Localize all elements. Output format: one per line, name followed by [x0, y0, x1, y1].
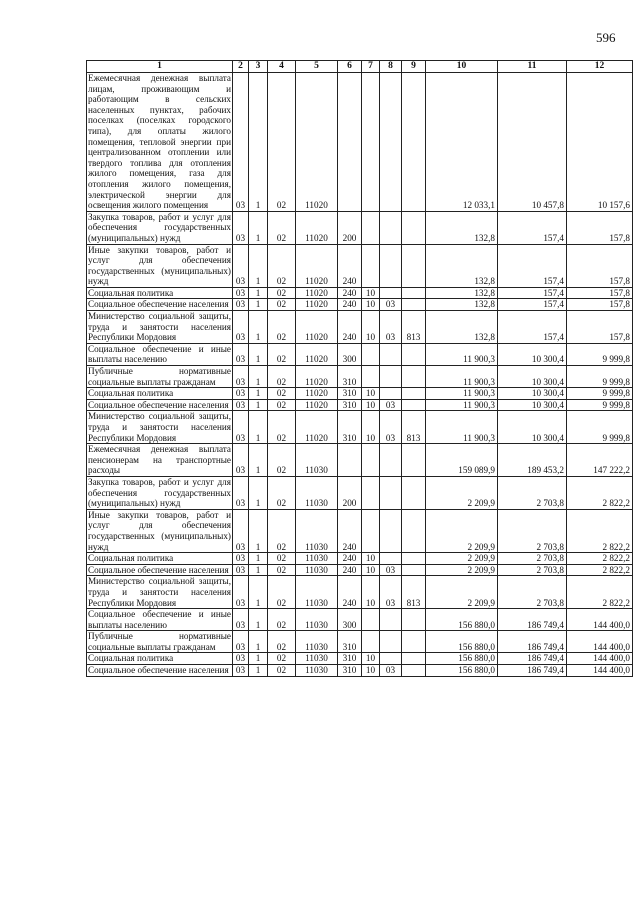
cell-section: [362, 444, 380, 477]
cell-amount-year1: 2 209,9: [426, 553, 498, 565]
cell-ministry: [402, 665, 426, 677]
cell-admin-code: 03: [233, 211, 249, 244]
table-row: [87, 576, 633, 609]
cell-expense-type: [338, 444, 362, 477]
cell-subprogram: 02: [268, 509, 296, 552]
cell-amount-year2: 10 300,4: [498, 366, 567, 388]
cell-item-name: Социальная политика: [87, 553, 233, 565]
cell-amount-year1: 11 900,3: [426, 399, 498, 411]
cell-subsection: [380, 553, 402, 565]
cell-amount-year1: 2 209,9: [426, 576, 498, 609]
cell-subsection: [380, 609, 402, 631]
cell-subprogram: 02: [268, 311, 296, 344]
cell-item-name: Социальная политика: [87, 287, 233, 299]
table-body: [87, 73, 633, 677]
cell-program: 1: [249, 311, 268, 344]
cell-subprogram: 02: [268, 411, 296, 444]
cell-amount-year1: 11 900,3: [426, 411, 498, 444]
cell-program: 1: [249, 366, 268, 388]
cell-expense-type: 240: [338, 244, 362, 287]
cell-program: 1: [249, 299, 268, 311]
cell-direction: 11020: [296, 343, 338, 365]
cell-ministry: 813: [402, 576, 426, 609]
cell-subsection: [380, 211, 402, 244]
cell-amount-year2: 157,4: [498, 244, 567, 287]
cell-subprogram: 02: [268, 631, 296, 653]
cell-amount-year2: 10 300,4: [498, 399, 567, 411]
column-header: 6: [338, 61, 362, 73]
cell-item-name: Закупка товаров, работ и услуг для обеспечения государственных (муниципальных) нужд: [88, 211, 231, 243]
cell-ministry: [402, 609, 426, 631]
cell-admin-code: 03: [233, 244, 249, 287]
cell-program: 1: [249, 665, 268, 677]
table-row: [87, 399, 633, 411]
cell-amount-year1: 2 209,9: [426, 564, 498, 576]
table-row: [87, 244, 633, 287]
cell-amount-year1: 156 880,0: [426, 665, 498, 677]
cell-direction: 11020: [296, 366, 338, 388]
cell-amount-year2: 10 457,8: [498, 73, 567, 212]
cell-admin-code: 03: [233, 366, 249, 388]
cell-item-name: Социальное обеспечение и иные выплаты населению: [88, 609, 231, 630]
cell-subprogram: 02: [268, 388, 296, 400]
cell-item-name: Публичные нормативные социальные выплаты гражданам: [88, 631, 231, 652]
budget-table: [86, 60, 633, 677]
cell-direction: 11020: [296, 399, 338, 411]
cell-expense-type: 300: [338, 609, 362, 631]
cell-amount-year1: 11 900,3: [426, 366, 498, 388]
cell-subsection: 03: [380, 311, 402, 344]
cell-item-name: Социальное обеспечение населения: [87, 564, 233, 576]
cell-subsection: [380, 244, 402, 287]
cell-amount-year3: 157,8: [567, 244, 633, 287]
cell-item-name: Социальное обеспечение и иные выплаты населению: [88, 343, 231, 365]
table-row: [87, 609, 633, 631]
cell-amount-year1: 159 089,9: [426, 444, 498, 477]
cell-amount-year2: 2 703,8: [498, 553, 567, 565]
cell-subsection: 03: [380, 564, 402, 576]
cell-amount-year3: 2 822,2: [567, 553, 633, 565]
cell-amount-year1: 132,8: [426, 299, 498, 311]
cell-direction: 11030: [296, 576, 338, 609]
cell-ministry: [402, 476, 426, 509]
cell-section: [362, 244, 380, 287]
cell-ministry: [402, 73, 426, 212]
cell-section: 10: [362, 388, 380, 400]
cell-ministry: [402, 211, 426, 244]
cell-amount-year2: 186 749,4: [498, 653, 567, 665]
cell-program: 1: [249, 343, 268, 365]
cell-expense-type: 200: [338, 476, 362, 509]
cell-amount-year2: 186 749,4: [498, 665, 567, 677]
cell-section: 10: [362, 665, 380, 677]
cell-subprogram: 02: [268, 399, 296, 411]
cell-amount-year3: 9 999,8: [567, 343, 633, 365]
cell-ministry: [402, 343, 426, 365]
cell-subprogram: 02: [268, 564, 296, 576]
table-row: [87, 665, 633, 677]
cell-amount-year2: 2 703,8: [498, 576, 567, 609]
cell-amount-year1: 2 209,9: [426, 476, 498, 509]
cell-direction: 11020: [296, 73, 338, 212]
cell-subsection: [380, 444, 402, 477]
table-row: [87, 343, 633, 365]
cell-program: 1: [249, 244, 268, 287]
cell-program: 1: [249, 576, 268, 609]
cell-admin-code: 03: [233, 553, 249, 565]
cell-section: [362, 509, 380, 552]
column-header: 11: [498, 61, 567, 73]
cell-direction: 11020: [296, 287, 338, 299]
cell-admin-code: 03: [233, 343, 249, 365]
cell-item-name: Иные закупки товаров, работ и услуг для обеспечения государственных (муниципальных) нужд: [88, 509, 231, 552]
cell-amount-year3: 9 999,8: [567, 366, 633, 388]
cell-admin-code: 03: [233, 609, 249, 631]
column-header: 12: [567, 61, 633, 73]
cell-amount-year2: 157,4: [498, 311, 567, 344]
cell-amount-year1: 2 209,9: [426, 509, 498, 552]
cell-direction: 11020: [296, 311, 338, 344]
cell-subprogram: 02: [268, 653, 296, 665]
column-header: 10: [426, 61, 498, 73]
cell-amount-year3: 157,8: [567, 211, 633, 244]
cell-subsection: [380, 366, 402, 388]
cell-amount-year1: 11 900,3: [426, 343, 498, 365]
cell-section: 10: [362, 311, 380, 344]
table-row: [87, 631, 633, 653]
cell-ministry: 813: [402, 411, 426, 444]
cell-expense-type: 310: [338, 653, 362, 665]
cell-amount-year1: 156 880,0: [426, 631, 498, 653]
cell-section: [362, 343, 380, 365]
cell-section: 10: [362, 553, 380, 565]
table-row: [87, 564, 633, 576]
cell-amount-year1: 132,8: [426, 244, 498, 287]
cell-amount-year3: 157,8: [567, 287, 633, 299]
cell-direction: 11020: [296, 299, 338, 311]
cell-subprogram: 02: [268, 343, 296, 365]
cell-direction: 11030: [296, 509, 338, 552]
cell-program: 1: [249, 609, 268, 631]
cell-subprogram: 02: [268, 609, 296, 631]
cell-item-name: Социальное обеспечение населения: [87, 399, 233, 411]
table-row: [87, 311, 633, 344]
cell-expense-type: 310: [338, 399, 362, 411]
table-row: [87, 509, 633, 552]
cell-ministry: [402, 366, 426, 388]
cell-subprogram: 02: [268, 553, 296, 565]
cell-direction: 11030: [296, 564, 338, 576]
cell-amount-year1: 156 880,0: [426, 653, 498, 665]
cell-item-name: Социальное обеспечение населения: [87, 299, 233, 311]
cell-amount-year3: 2 822,2: [567, 576, 633, 609]
cell-ministry: [402, 388, 426, 400]
cell-section: 10: [362, 576, 380, 609]
cell-amount-year2: 10 300,4: [498, 343, 567, 365]
cell-program: 1: [249, 653, 268, 665]
cell-amount-year3: 10 157,6: [567, 73, 633, 212]
cell-amount-year3: 2 822,2: [567, 476, 633, 509]
cell-amount-year2: 10 300,4: [498, 388, 567, 400]
cell-section: 10: [362, 299, 380, 311]
cell-amount-year2: 10 300,4: [498, 411, 567, 444]
cell-program: 1: [249, 509, 268, 552]
cell-section: 10: [362, 411, 380, 444]
cell-amount-year3: 144 400,0: [567, 609, 633, 631]
cell-direction: 11030: [296, 609, 338, 631]
cell-ministry: [402, 244, 426, 287]
cell-amount-year3: 2 822,2: [567, 509, 633, 552]
cell-direction: 11020: [296, 244, 338, 287]
cell-expense-type: 240: [338, 553, 362, 565]
cell-program: 1: [249, 631, 268, 653]
cell-item-name: Публичные нормативные социальные выплаты гражданам: [88, 366, 231, 387]
cell-admin-code: 03: [233, 476, 249, 509]
cell-program: 1: [249, 553, 268, 565]
cell-ministry: [402, 631, 426, 653]
cell-item-name: Министерство социальной защиты, труда и занятости населения Республики Мордовия: [88, 311, 231, 343]
cell-direction: 11030: [296, 444, 338, 477]
cell-section: 10: [362, 564, 380, 576]
cell-amount-year1: 132,8: [426, 311, 498, 344]
cell-subprogram: 02: [268, 665, 296, 677]
cell-admin-code: 03: [233, 576, 249, 609]
cell-subprogram: 02: [268, 576, 296, 609]
table-row: [87, 553, 633, 565]
cell-ministry: [402, 553, 426, 565]
cell-direction: 11030: [296, 476, 338, 509]
cell-direction: 11030: [296, 553, 338, 565]
cell-direction: 11020: [296, 411, 338, 444]
cell-section: [362, 366, 380, 388]
cell-amount-year1: 132,8: [426, 287, 498, 299]
cell-expense-type: 240: [338, 311, 362, 344]
cell-admin-code: 03: [233, 73, 249, 212]
cell-amount-year3: 144 400,0: [567, 653, 633, 665]
column-header: 1: [87, 61, 233, 73]
cell-item-name: Ежемесячная денежная выплата лицам, проживающим и работающим в сельских населенных пунктах, рабочих поселках (поселках городского типа), для оплаты жилого помещения, тепловой энергии при централизованном отоплении или твердого топлива для отопления жилого помещения, газа для отопления жилого помещения, электрической энергии для освещения жилого помещения: [88, 73, 231, 211]
column-header: 8: [380, 61, 402, 73]
cell-item-name: Ежемесячная денежная выплата пенсионерам на транспортные расходы: [88, 444, 231, 476]
table-row: [87, 366, 633, 388]
cell-admin-code: 03: [233, 631, 249, 653]
cell-subprogram: 02: [268, 366, 296, 388]
cell-expense-type: 310: [338, 665, 362, 677]
cell-amount-year1: 132,8: [426, 211, 498, 244]
cell-subsection: 03: [380, 299, 402, 311]
table-row: [87, 444, 633, 477]
cell-ministry: [402, 444, 426, 477]
cell-amount-year2: 157,4: [498, 211, 567, 244]
cell-item-name: Социальное обеспечение населения: [87, 665, 233, 677]
cell-program: 1: [249, 73, 268, 212]
cell-admin-code: 03: [233, 299, 249, 311]
cell-direction: 11030: [296, 665, 338, 677]
cell-expense-type: 310: [338, 411, 362, 444]
cell-expense-type: 200: [338, 211, 362, 244]
cell-subsection: 03: [380, 411, 402, 444]
cell-program: 1: [249, 411, 268, 444]
cell-amount-year3: 9 999,8: [567, 388, 633, 400]
cell-subsection: [380, 653, 402, 665]
cell-amount-year3: 9 999,8: [567, 411, 633, 444]
cell-subsection: [380, 476, 402, 509]
cell-program: 1: [249, 388, 268, 400]
cell-admin-code: 03: [233, 411, 249, 444]
cell-amount-year3: 2 822,2: [567, 564, 633, 576]
cell-subprogram: 02: [268, 444, 296, 477]
cell-amount-year3: 157,8: [567, 299, 633, 311]
table-row: [87, 653, 633, 665]
cell-subprogram: 02: [268, 73, 296, 212]
cell-program: 1: [249, 476, 268, 509]
cell-admin-code: 03: [233, 287, 249, 299]
cell-section: [362, 73, 380, 212]
cell-ministry: [402, 509, 426, 552]
table-row: [87, 211, 633, 244]
cell-admin-code: 03: [233, 311, 249, 344]
cell-program: 1: [249, 444, 268, 477]
cell-admin-code: 03: [233, 509, 249, 552]
cell-subsection: 03: [380, 665, 402, 677]
cell-amount-year1: 12 033,1: [426, 73, 498, 212]
cell-section: 10: [362, 287, 380, 299]
cell-amount-year2: 186 749,4: [498, 609, 567, 631]
cell-subsection: 03: [380, 399, 402, 411]
cell-expense-type: 300: [338, 343, 362, 365]
cell-ministry: [402, 299, 426, 311]
cell-item-name: Министерство социальной защиты, труда и занятости населения Республики Мордовия: [88, 576, 231, 608]
table-row: [87, 476, 633, 509]
cell-program: 1: [249, 399, 268, 411]
cell-subsection: [380, 388, 402, 400]
cell-program: 1: [249, 287, 268, 299]
cell-expense-type: 240: [338, 299, 362, 311]
cell-item-name: Иные закупки товаров, работ и услуг для обеспечения государственных (муниципальных) нужд: [88, 244, 231, 287]
cell-expense-type: 240: [338, 564, 362, 576]
cell-amount-year2: 189 453,2: [498, 444, 567, 477]
cell-subprogram: 02: [268, 287, 296, 299]
cell-amount-year2: 2 703,8: [498, 564, 567, 576]
cell-admin-code: 03: [233, 399, 249, 411]
cell-section: 10: [362, 653, 380, 665]
column-header: 2: [233, 61, 249, 73]
cell-subprogram: 02: [268, 244, 296, 287]
cell-program: 1: [249, 211, 268, 244]
cell-admin-code: 03: [233, 653, 249, 665]
cell-ministry: [402, 287, 426, 299]
cell-expense-type: [338, 73, 362, 212]
cell-program: 1: [249, 564, 268, 576]
cell-direction: 11030: [296, 631, 338, 653]
cell-direction: 11020: [296, 211, 338, 244]
table-row: [87, 299, 633, 311]
column-header: 9: [402, 61, 426, 73]
cell-section: [362, 476, 380, 509]
cell-subprogram: 02: [268, 299, 296, 311]
cell-amount-year1: 156 880,0: [426, 609, 498, 631]
cell-amount-year2: 186 749,4: [498, 631, 567, 653]
cell-admin-code: 03: [233, 564, 249, 576]
cell-expense-type: 240: [338, 576, 362, 609]
cell-item-name: Министерство социальной защиты, труда и занятости населения Республики Мордовия: [88, 411, 231, 443]
cell-amount-year3: 144 400,0: [567, 665, 633, 677]
cell-amount-year3: 9 999,8: [567, 399, 633, 411]
cell-amount-year2: 157,4: [498, 287, 567, 299]
table-row: [87, 411, 633, 444]
cell-expense-type: 310: [338, 388, 362, 400]
cell-ministry: [402, 653, 426, 665]
cell-subsection: 03: [380, 576, 402, 609]
cell-ministry: [402, 564, 426, 576]
cell-amount-year3: 144 400,0: [567, 631, 633, 653]
table-row: [87, 73, 633, 212]
cell-subsection: [380, 287, 402, 299]
cell-subsection: [380, 631, 402, 653]
cell-amount-year2: 2 703,8: [498, 476, 567, 509]
cell-direction: 11030: [296, 653, 338, 665]
cell-ministry: 813: [402, 311, 426, 344]
cell-subsection: [380, 509, 402, 552]
cell-section: [362, 609, 380, 631]
cell-subprogram: 02: [268, 476, 296, 509]
cell-amount-year1: 11 900,3: [426, 388, 498, 400]
cell-section: 10: [362, 399, 380, 411]
cell-amount-year2: 2 703,8: [498, 509, 567, 552]
cell-expense-type: 240: [338, 509, 362, 552]
table-header-row: [87, 61, 633, 73]
cell-admin-code: 03: [233, 388, 249, 400]
cell-item-name: Социальная политика: [87, 388, 233, 400]
column-header: 5: [296, 61, 338, 73]
cell-subsection: [380, 73, 402, 212]
table-row: [87, 388, 633, 400]
cell-amount-year3: 147 222,2: [567, 444, 633, 477]
table-row: [87, 287, 633, 299]
cell-amount-year2: 157,4: [498, 299, 567, 311]
column-header: 3: [249, 61, 268, 73]
cell-section: [362, 211, 380, 244]
cell-amount-year3: 157,8: [567, 311, 633, 344]
page-number: 596: [596, 30, 616, 45]
cell-subsection: [380, 343, 402, 365]
cell-expense-type: 240: [338, 287, 362, 299]
cell-ministry: [402, 399, 426, 411]
cell-expense-type: 310: [338, 366, 362, 388]
cell-subprogram: 02: [268, 211, 296, 244]
column-header: 4: [268, 61, 296, 73]
cell-section: [362, 631, 380, 653]
cell-direction: 11020: [296, 388, 338, 400]
cell-item-name: Закупка товаров, работ и услуг для обеспечения государственных (муниципальных) нужд: [88, 476, 231, 509]
cell-item-name: Социальная политика: [87, 653, 233, 665]
cell-admin-code: 03: [233, 665, 249, 677]
cell-expense-type: 310: [338, 631, 362, 653]
column-header: 7: [362, 61, 380, 73]
cell-admin-code: 03: [233, 444, 249, 477]
